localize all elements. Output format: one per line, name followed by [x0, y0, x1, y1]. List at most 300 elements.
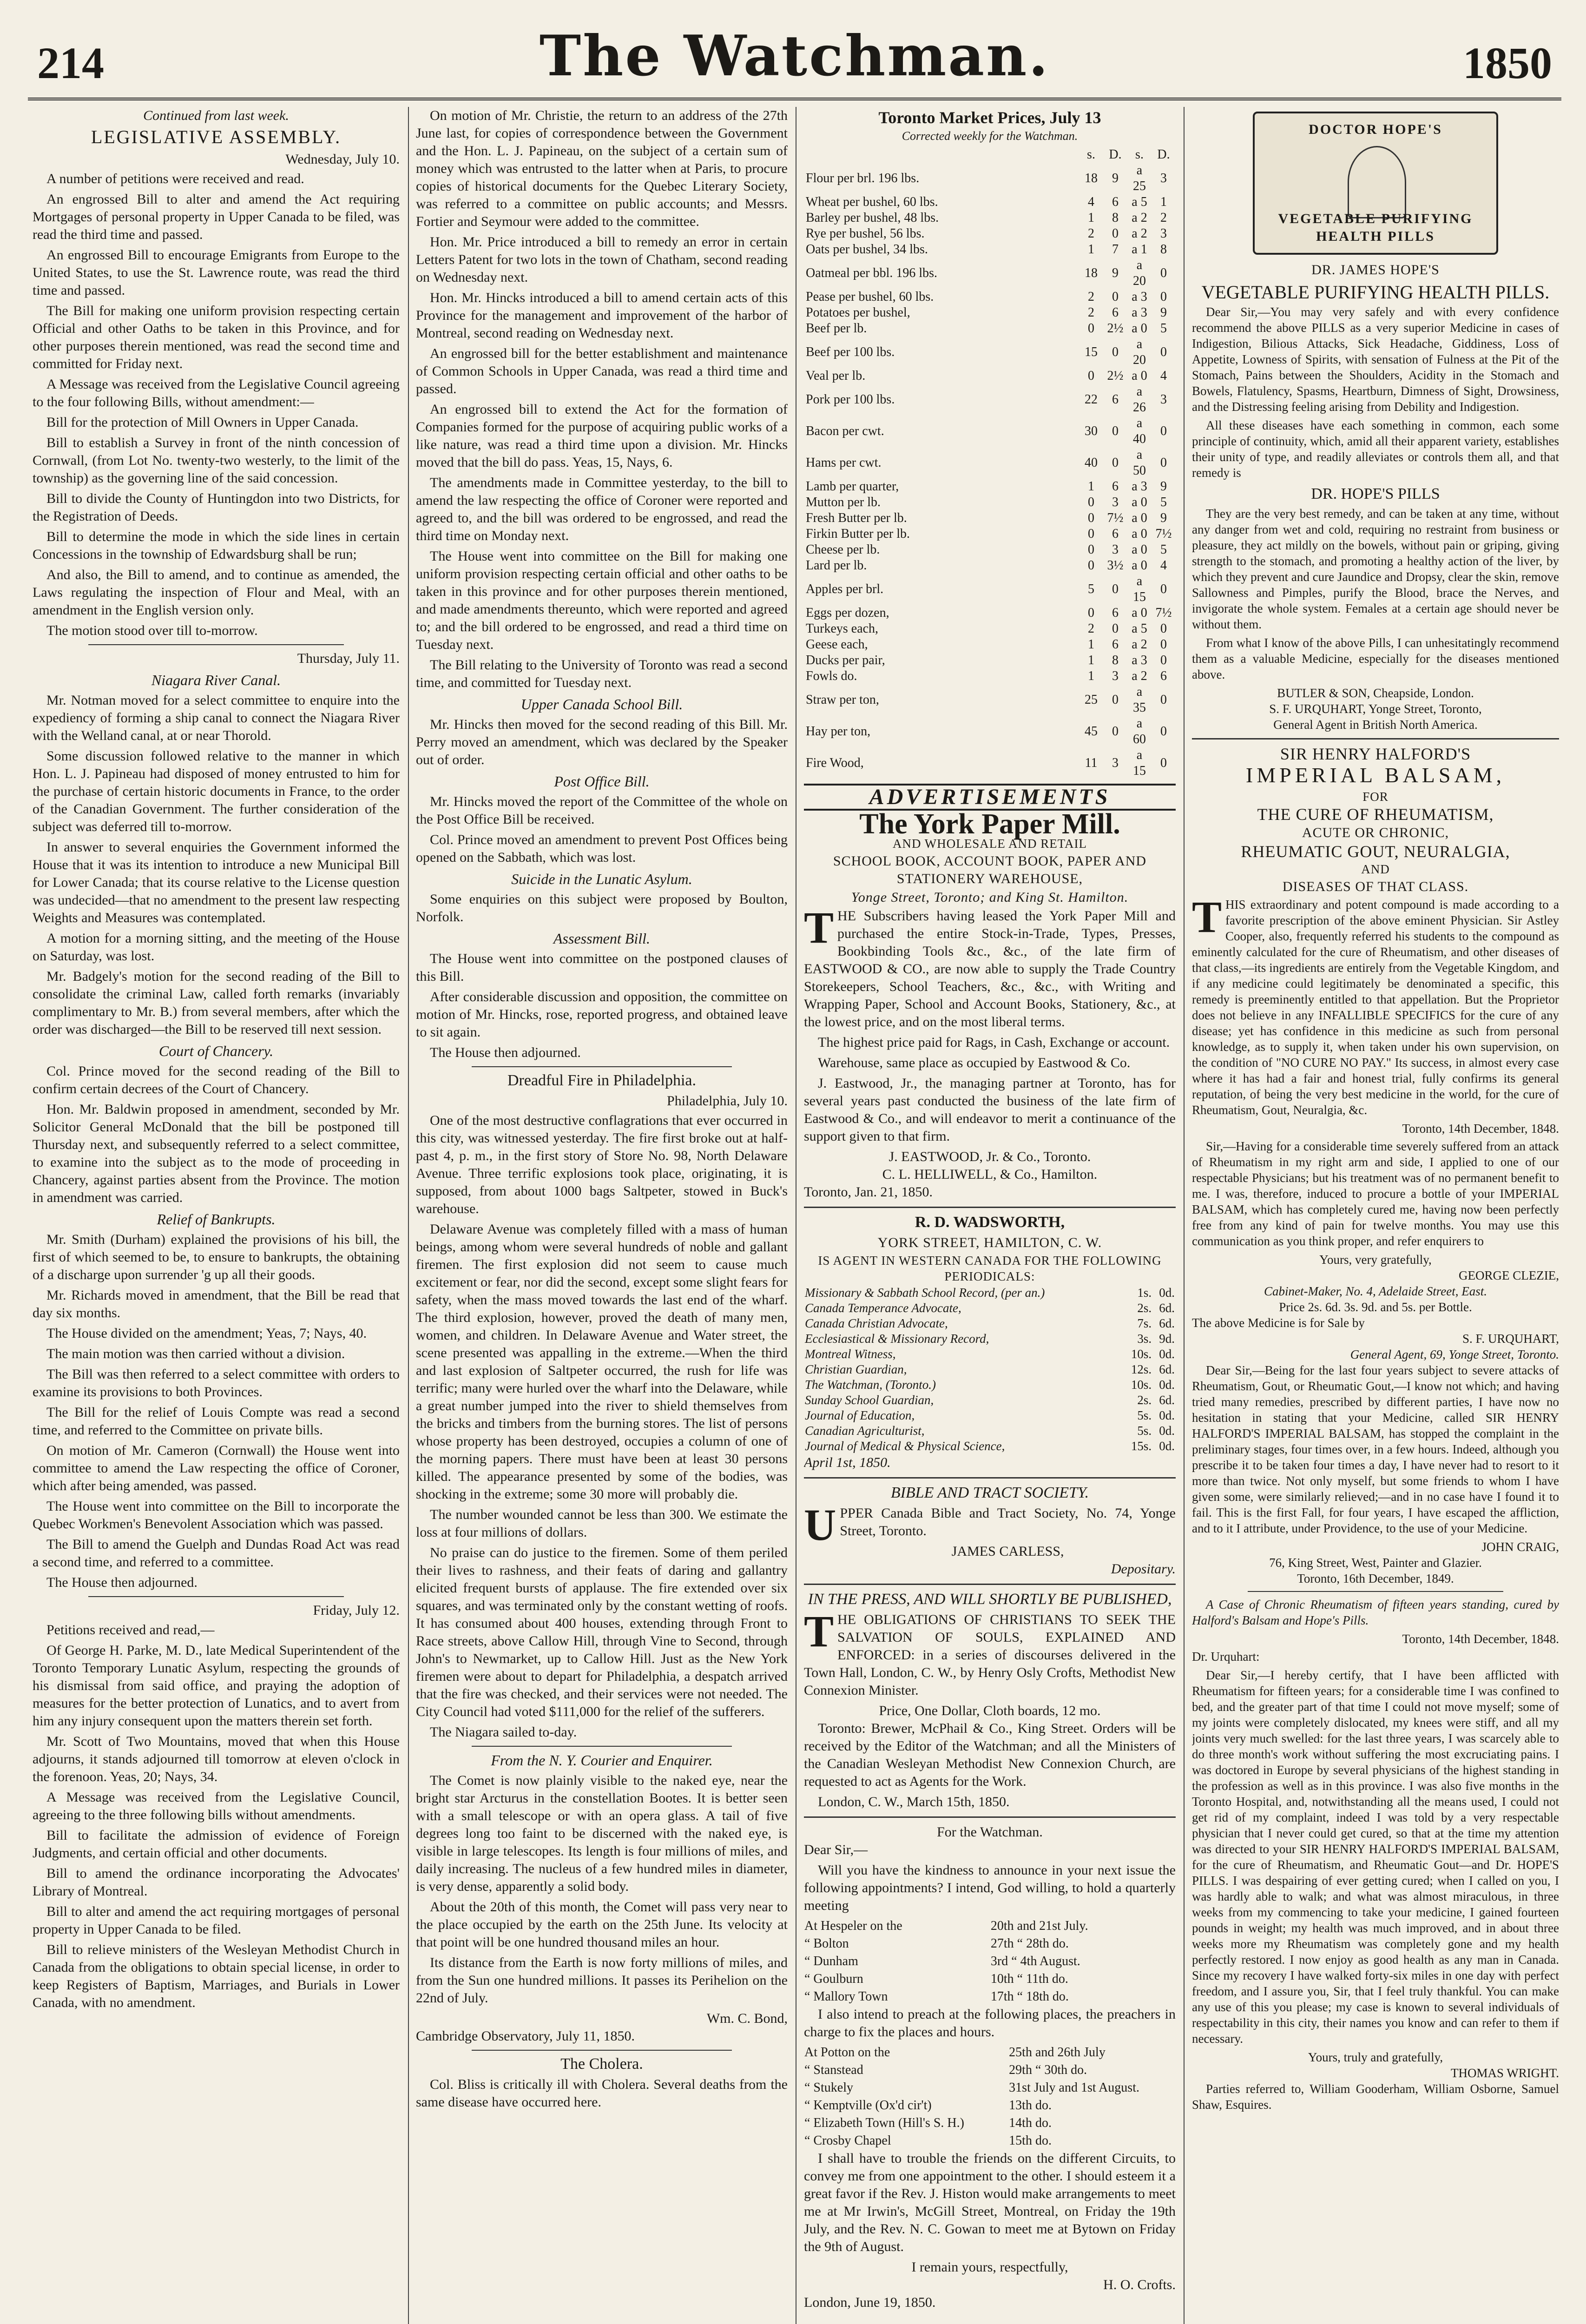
price-value: 22: [1085, 392, 1098, 407]
fire-dateline: Philadelphia, July 10.: [667, 1093, 788, 1109]
market-row: [804, 668, 1176, 684]
wright-yours: Yours, truly and gratefully,: [1308, 2050, 1443, 2064]
section-rule: [472, 2050, 732, 2051]
appointment-date: 25th and 26th July: [1009, 2045, 1106, 2060]
price-value: 2: [1088, 290, 1094, 304]
market-row: [804, 637, 1176, 653]
hope-agent2: General Agent in British North America.: [1273, 718, 1478, 732]
paragraph: Bill to determine the mode in which the side lines in certain Concessions in the township of Edwardsburg shall be run;: [33, 529, 400, 562]
wright-sign: THOMAS WRIGHT.: [1451, 2066, 1559, 2080]
press-body: HE OBLIGATIONS OF CHRISTIANS TO SEEK THE SALVATION OF SOULS, EXPLAINED AND ENFORCED: in a series of discourses delivered in the Town Hall, London, C. W., by Henry Osly Crofts, Methodist New Connexion Minister.: [804, 1612, 1176, 1698]
periodical-price: 0d.: [1159, 1408, 1175, 1422]
periodical-name: Journal of Education,: [805, 1408, 915, 1422]
market-row: [804, 716, 1176, 747]
commodity-name: Lard per lb.: [806, 558, 867, 573]
paragraph: After considerable discussion and opposition, the committee on motion of Mr. Hincks, rose, reported progress, and obtained leave to sit again.: [416, 989, 788, 1040]
appointment-row: [804, 2132, 1176, 2150]
paragraph: The Bill for making one uniform provision respecting certain Official and other Oaths to be taken in this Province, and for other purposes therein mentioned, was read the second time and committed for Friday next.: [33, 303, 400, 371]
price-value: 8: [1112, 211, 1119, 225]
market-row: [804, 368, 1176, 384]
appointment-place: “ Stanstead: [804, 2063, 863, 2077]
periodical-name: Christian Guardian,: [805, 1362, 907, 1376]
price-value: 18: [1085, 266, 1098, 280]
thu-paras: [33, 692, 400, 1038]
market-row: [804, 574, 1176, 605]
market-rows: [804, 163, 1176, 779]
commodity-name: Oats per bushel, 34 lbs.: [806, 242, 928, 257]
appointment-place: At Hespeler on the: [804, 1919, 902, 1933]
paragraph: An engrossed Bill to encourage Emigrants from Europe to the United States, to use the St. Lawrence route, was read the third time and passed.: [33, 247, 400, 298]
column-divider: [408, 107, 409, 2324]
commodity-name: Barley per bushel, 48 lbs.: [806, 211, 939, 225]
price-value: a 20: [1133, 258, 1146, 288]
price-value: 15: [1085, 345, 1098, 359]
newspaper-page: [28, 19, 1561, 2324]
price-value: 1: [1088, 242, 1094, 257]
paragraph: The Bill relating to the University of Toronto was read a second time, and committed for Tuesday next.: [416, 657, 788, 690]
appointment-place: “ Goulburn: [804, 1972, 863, 1986]
halford-acute: ACUTE OR CHRONIC,: [1302, 825, 1449, 840]
wadsworth-sub2: IS AGENT IN WESTERN CANADA FOR THE FOLLOWING PERIODICALS:: [818, 1254, 1162, 1283]
appointment-place: “ Crosby Chapel: [804, 2133, 891, 2148]
periodical-row: [804, 1439, 1176, 1454]
market-row: [804, 289, 1176, 305]
commodity-name: Hams per cwt.: [806, 456, 882, 470]
periodical-price: 0d.: [1159, 1439, 1175, 1453]
paragraph: Mr. Smith (Durham) explained the provisions of his bill, the first of which seemed to be, to ensure to bankrupts, the obtaining of a discharge upon surrender 'g up all their goods.: [33, 1232, 400, 1282]
price-value: 2: [1088, 305, 1094, 320]
paragraph: On motion of Mr. Cameron (Cornwall) the House went into committee to amend the Law respecting the office of Coroner, which after being amended, was passed.: [33, 1443, 400, 1493]
price-value: 4: [1160, 369, 1167, 383]
appointment-row: [804, 1970, 1176, 1988]
price-value: 0: [1088, 542, 1094, 557]
fri-date: Friday, July 12.: [313, 1603, 400, 1618]
market-row: [804, 226, 1176, 242]
wright-ref: Parties referred to, William Gooderham, William Osborne, Samuel Shaw, Esquires.: [1192, 2082, 1559, 2112]
commodity-name: Bacon per cwt.: [806, 424, 884, 438]
suicide-paras: [416, 891, 788, 926]
newspaper-title: The Watchman.: [539, 23, 1050, 89]
paragraph: In answer to several enquiries the Government informed the House that it was its intention to introduce a new Municipal Bill for Lower Canada; that its course relative to the License question was undecided—that no amendment to the present law respecting Weights and Measures was contemplated.: [33, 839, 400, 925]
hope-butler: BUTLER & SON, Cheapside, London.: [1277, 686, 1474, 700]
periodical-price: 15s.: [1131, 1439, 1152, 1453]
section-rule: [1248, 1591, 1503, 1592]
periodical-row: [804, 1331, 1176, 1347]
appointment-row: [804, 2097, 1176, 2114]
price-value: 3: [1112, 669, 1119, 683]
market-subtitle: Corrected weekly for the Watchman.: [902, 129, 1078, 143]
periodical-price: 5s.: [1137, 1408, 1152, 1422]
clezie-yours: Yours, very gratefully,: [1319, 1253, 1432, 1267]
paragraph: An engrossed Bill to alter and amend the Act requiring Mortgages of personal property in Upper Canada to be filed, was read the third time and passed.: [33, 191, 400, 242]
market-row: [804, 479, 1176, 495]
price-value: a 0: [1132, 369, 1147, 383]
cholera-heading: The Cholera.: [560, 2055, 643, 2073]
wed-paras: [33, 170, 400, 640]
appointment-place: At Potton on the: [804, 2045, 890, 2060]
price-value: a 20: [1133, 337, 1146, 367]
commodity-name: Cheese per lb.: [806, 542, 880, 557]
periodicals-list: [804, 1285, 1176, 1454]
commodity-name: Apples per brl.: [806, 582, 884, 596]
market-row: [804, 653, 1176, 668]
price-value: 0: [1160, 621, 1167, 636]
periodical-price: 6d.: [1159, 1316, 1175, 1330]
price-value: 0: [1160, 724, 1167, 739]
price-value: 6: [1112, 305, 1119, 320]
issue-year: 1850: [1463, 38, 1552, 88]
price-value: 5: [1160, 321, 1167, 336]
york-p2: The highest price paid for Rags, in Cash, Exchange or account.: [818, 1035, 1170, 1050]
york-p3: Warehouse, same place as occupied by Eastwood & Co.: [818, 1055, 1131, 1070]
periodical-name: Canada Christian Advocate,: [805, 1316, 948, 1330]
periodical-row: [804, 1393, 1176, 1408]
price-value: 25: [1085, 693, 1098, 707]
appointment-place: “ Kemptville (Ox'd cir't): [804, 2098, 932, 2113]
appointment-date: 29th “ 30th do.: [1009, 2063, 1087, 2077]
paragraph: Dear Sir,—You may very safely and with every confidence recommend the above PILLS as a very superior Medicine in cases of Indigestion, Bilious Attacks, Sick Headache, Giddiness, Loss of Appetite, Lowness of Spirits, with sensation of Fulness at the Pit of the Stomach, Pains between the Shoulders, Acidity in the Stomach and Bowels, Flatulency, Spasms, Heartburn, Dimness of Sight, Drowsiness, and the Distressing feeling arising from Debility and Indigestion.: [1192, 305, 1559, 414]
commodity-name: Straw per ton,: [806, 693, 879, 707]
price-value: 5: [1088, 582, 1094, 596]
price-value: 0: [1112, 582, 1119, 596]
york-sub3: Yonge Street, Toronto; and King St. Hamilton.: [851, 890, 1129, 905]
price-value: 6: [1112, 195, 1119, 209]
paragraph: Some enquiries on this subject were proposed by Boulton, Norfolk.: [416, 891, 788, 924]
periodical-name: Missionary & Sabbath School Record, (per an.): [805, 1286, 1045, 1300]
price-value: a 0: [1132, 606, 1147, 620]
fire-paras: [416, 1112, 788, 1741]
paragraph: Hon. Mr. Hincks introduced a bill to amend certain acts of this Province for the management and improvement of the harbor of Montreal, second reading on Wednesday next.: [416, 290, 788, 341]
periodical-price: 0d.: [1159, 1347, 1175, 1361]
continued-note: Continued from last week.: [143, 108, 289, 123]
price-value: a 5: [1132, 195, 1147, 209]
price-value: 0: [1160, 756, 1167, 770]
halford-name: SIR HENRY HALFORD'S: [1280, 745, 1471, 763]
paragraph: Mr. Badgely's motion for the second reading of the Bill to consolidate the criminal Law, called forth remarks (invariably complimentary to Mr. B.) from several members, after which the order was discharged—the Bill to be reserved till next session.: [33, 969, 400, 1037]
price-value: 30: [1085, 424, 1098, 438]
price-value: 3½: [1107, 558, 1124, 573]
commodity-name: Fire Wood,: [806, 756, 864, 770]
paragraph: Bill to establish a Survey in front of the ninth concession of Cornwall, (from Lot No. twenty-two westerly, to the limit of the township) as the governing line of the said concession.: [33, 435, 400, 486]
commodity-name: Turkeys each,: [806, 621, 879, 636]
price-value: a 0: [1132, 558, 1147, 573]
price-value: 3: [1112, 756, 1119, 770]
paragraph: Bill to divide the County of Huntingdon into two Districts, for the Registration of Deeds.: [33, 491, 400, 524]
price-value: 3: [1112, 495, 1119, 509]
price-value: 0: [1112, 456, 1119, 470]
market-row: [804, 384, 1176, 416]
comet-paras: [416, 1772, 788, 2007]
ad-rule: [804, 1816, 1176, 1818]
price-value: 2½: [1107, 321, 1124, 336]
price-value: 0: [1112, 290, 1119, 304]
price-value: 7: [1112, 242, 1119, 257]
appointment-row: [804, 2061, 1176, 2079]
price-value: 45: [1085, 724, 1098, 739]
urquhart-sign: S. F. URQUHART,: [1462, 1332, 1559, 1346]
periodical-price: 2s.: [1137, 1393, 1152, 1407]
paragraph: An engrossed bill to extend the Act for the formation of Companies formed for the purpose of acquiring public works of a like nature, was read a third time upon a division. Mr. Hincks moved that the bill do pass. Yeas, 15, Nays, 6.: [416, 402, 788, 470]
price-value: a 5: [1132, 621, 1147, 636]
halford-title: IMPERIAL BALSAM,: [1245, 763, 1506, 787]
price-value: a 2: [1132, 211, 1147, 225]
paragraph: An engrossed bill for the better establishment and maintenance of Common Schools in Upper Canada, was read a third time and passed.: [416, 346, 788, 396]
price-value: 3: [1160, 171, 1167, 185]
price-value: 7½: [1155, 527, 1172, 541]
wright-to: Dr. Urquhart:: [1192, 1650, 1260, 1664]
market-row: [804, 605, 1176, 621]
preaching-places: [804, 2044, 1176, 2150]
price-value: 8: [1112, 653, 1119, 667]
ad-rule: [804, 1584, 1176, 1585]
paragraph: Mr. Hincks moved the report of the Committee of the whole on the Post Office Bill be received.: [416, 794, 788, 827]
ad-rule: [1192, 738, 1559, 739]
clezie-addr: Cabinet-Maker, No. 4, Adelaide Street, East.: [1264, 1284, 1487, 1298]
paragraph: Bill to alter and amend the act requiring mortgages of personal property in Upper Canada to be filed.: [33, 1904, 400, 1937]
paragraph: They are the very best remedy, and can be taken at any time, without any danger from wet and cold, requiring no restraint from business or pleasure, they act mildly on the bowels, without pain or griping, giving strength to the stomach, and promoting a healthy action of the liver, by which they prevent and cure Jaundice and Dropsy, clear the skin, remove Sallowness and Pimples, purify the Blood, brace the Nerves, and invigorate the whole system. Females at a certain age should never be without them.: [1192, 507, 1559, 631]
letter-salutation: Dear Sir,—: [804, 1842, 868, 1857]
paragraph: The motion stood over till to-morrow.: [46, 623, 258, 638]
column-legislative: [33, 107, 400, 2324]
commodity-name: Fowls do.: [806, 669, 857, 683]
price-value: 0: [1088, 321, 1094, 336]
paragraph: The House then adjourned.: [430, 1045, 581, 1060]
hope-name: DR. JAMES HOPE'S: [1311, 262, 1440, 277]
appointment-place: “ Stukely: [804, 2080, 853, 2095]
masthead: [28, 19, 1561, 100]
market-units-row: [804, 147, 1176, 163]
appointment-date: 15th do.: [1009, 2133, 1052, 2148]
commodity-name: Flour per brl. 196 lbs.: [806, 171, 920, 185]
suicide-heading: Suicide in the Lunatic Asylum.: [511, 871, 692, 887]
price-value: 1: [1088, 637, 1094, 652]
unit-label: D.: [1109, 147, 1122, 162]
price-value: 1: [1088, 669, 1094, 683]
letter-head: For the Watchman.: [937, 1824, 1043, 1840]
periodical-price: 6d.: [1159, 1301, 1175, 1315]
appointment-place: “ Elizabeth Town (Hill's S. H.): [804, 2116, 964, 2130]
paragraph: About the 20th of this month, the Comet will pass very near to the place occupied by the earth on the 25th June. Its velocity at that point will be one hundred thousand miles an hour.: [416, 1899, 788, 1950]
market-row: [804, 337, 1176, 368]
paragraph: The Niagara sailed to-day.: [430, 1724, 577, 1740]
paragraph: The House divided on the amendment; Yeas, 7; Nays, 40.: [46, 1326, 367, 1341]
commodity-name: Firkin Butter per lb.: [806, 527, 910, 541]
periodical-price: 10s.: [1131, 1347, 1152, 1361]
urquhart-addr: General Agent, 69, Yonge Street, Toronto.: [1350, 1347, 1559, 1361]
appointment-row: [804, 1988, 1176, 2006]
york-sig1: J. EASTWOOD, Jr. & Co., Toronto.: [888, 1149, 1091, 1164]
wadsworth-title: R. D. WADSWORTH,: [915, 1214, 1065, 1231]
halford-body: HIS extraordinary and potent compound is made according to a favorite prescription of the above eminent Physician. Sir Astley Cooper, also, frequently referred his students to the compound as eminently calculated for the cure of Rheumatism, and other diseases of that class,—its ingredients are entirely from the Vegetable Kingdom, and if any medicine could legitimately be denominated a specific, this remedy is preeminently entitled to that appellation. But the Proprietor does not believe in any INFALLIBLE SPECIFICS for the cure of any disease; yet has confidence in this medicine as such from personal knowledge, as to supply it, when taken under his own supervision, on the condition of "NO CURE NO PAY." Its success, in almost every case where it has had a fair and honest trial, fully confirms its general reputation, of being the very best medicine in the world, for the cure of Rheumatism, Gout, Neuralgia, &c.: [1192, 898, 1559, 1117]
paragraph: One of the most destructive conflagrations that ever occurred in this city, was witnessed yesterday. The fire first broke out at half-past 4, p. m., in the first story of Store No. 98, North Delaware Avenue. Three terrific explosions took place, originating, it is supposed, from about 1000 bags Saltpeter, stowed in Buck's warehouse.: [416, 1113, 788, 1216]
appointment-date: 3rd “ 4th August.: [990, 1954, 1080, 1968]
price-value: a 40: [1133, 416, 1146, 446]
assessment-paras: [416, 950, 788, 1062]
appointment-date: 20th and 21st July.: [990, 1919, 1088, 1933]
price-value: a 3: [1132, 653, 1147, 667]
price-value: a 0: [1132, 527, 1147, 541]
price-value: 0: [1112, 226, 1119, 241]
appointment-date: 10th “ 11th do.: [990, 1972, 1068, 1986]
price-value: a 26: [1133, 384, 1146, 415]
periodical-price: 10s.: [1131, 1378, 1152, 1392]
commodity-name: Beef per 100 lbs.: [806, 345, 895, 359]
halford-cure: THE CURE OF RHEUMATISM,: [1257, 805, 1494, 824]
paragraph: Bill to relieve ministers of the Wesleyan Methodist Church in Canada from the obligations to obtain special license, in order to keep Registers of Baptism, Marriages, and Burials in Lower Canada, with no amendment.: [33, 1942, 400, 2010]
paragraph: Mr. Richards moved in amendment, that the Bill be read that day six months.: [33, 1287, 400, 1320]
price-value: 2½: [1107, 369, 1124, 383]
periodical-row: [804, 1377, 1176, 1393]
price-value: 6: [1112, 606, 1119, 620]
paragraph: A number of petitions were received and read.: [46, 171, 304, 186]
section-rule: [472, 1066, 732, 1067]
periodical-price: 0d.: [1159, 1424, 1175, 1438]
column-proceedings: [416, 107, 788, 2324]
hope-paras: [1192, 304, 1559, 481]
market-row: [804, 194, 1176, 210]
section-rule: [88, 1596, 344, 1597]
price-value: a 3: [1132, 305, 1147, 320]
paragraph: Hon. Mr. Price introduced a bill to remedy an error in certain Letters Patent for two lots in the town of Chatham, second reading on Wednesday next.: [416, 234, 788, 285]
price-value: a 2: [1132, 669, 1147, 683]
price-value: 9: [1160, 479, 1167, 494]
market-row: [804, 495, 1176, 510]
hope-title: VEGETABLE PURIFYING HEALTH PILLS.: [1201, 282, 1550, 303]
periodical-price: 6d.: [1159, 1362, 1175, 1376]
price-value: 0: [1088, 558, 1094, 573]
commodity-name: Pease per bushel, 60 lbs.: [806, 290, 934, 304]
price-value: 4: [1088, 195, 1094, 209]
paragraph: A motion for a morning sitting, and the meeting of the House on Saturday, was lost.: [33, 931, 400, 964]
appointment-row: [804, 2114, 1176, 2132]
price-value: a 15: [1133, 748, 1146, 778]
price-value: 7½: [1155, 606, 1172, 620]
letter-closing: I remain yours, respectfully,: [911, 2259, 1068, 2275]
craig-addr: 76, King Street, West, Painter and Glazier.: [1269, 1556, 1482, 1570]
market-title: Toronto Market Prices, July 13: [878, 108, 1101, 127]
craig-sign: JOHN CRAIG,: [1481, 1540, 1559, 1554]
price-value: 0: [1088, 495, 1094, 509]
market-row: [804, 542, 1176, 558]
appointment-row: [804, 2044, 1176, 2061]
commodity-name: Rye per bushel, 56 lbs.: [806, 226, 925, 241]
york-title: The York Paper Mill.: [859, 808, 1120, 840]
page-number: 214: [37, 38, 104, 88]
paragraph: The Bill for the relief of Louis Compte was read a second time, and referred to the Committee on private bills.: [33, 1405, 400, 1438]
paragraph: The Comet is now plainly visible to the naked eye, near the bright star Arcturus in the constellation Bootes. It is better seen with a small telescope or with an opera glass. A tail of five degrees long too faint to be discerned with the naked eye, is visible in large telescopes. Its length is four millions of miles, and daily increasing. The nucleus of a few hundred miles in diameter, is very dense, apparently a solid body.: [416, 1773, 788, 1894]
price-line: Price 2s. 6d. 3s. 9d. and 5s. per Bottle.: [1279, 1300, 1472, 1314]
appointment-date: 14th do.: [1009, 2116, 1052, 2130]
chancery-paras: [33, 1063, 400, 1207]
legislative-heading: LEGISLATIVE ASSEMBLY.: [91, 126, 342, 147]
fire-heading: Dreadful Fire in Philadelphia.: [507, 1072, 696, 1089]
price-value: 0: [1088, 527, 1094, 541]
commodity-name: Eggs per dozen,: [806, 606, 889, 620]
price-value: 9: [1112, 266, 1119, 280]
market-row: [804, 621, 1176, 637]
price-value: 2: [1088, 226, 1094, 241]
price-value: a 0: [1132, 495, 1147, 509]
paragraph: A Message was received from the Legislative Council agreeing to the four following Bills, without amendment:—: [33, 376, 400, 409]
periodical-price: 0d.: [1159, 1286, 1175, 1300]
price-value: 9: [1160, 305, 1167, 320]
assessment-heading: Assessment Bill.: [553, 930, 650, 947]
emblem-figure-icon: [1348, 146, 1406, 218]
price-value: a 3: [1132, 290, 1147, 304]
column-medicine-ads: [1192, 107, 1559, 2324]
price-value: 40: [1085, 456, 1098, 470]
halford-for: FOR: [1362, 790, 1389, 804]
bankrupts-heading: Relief of Bankrupts.: [157, 1211, 276, 1228]
commodity-name: Mutton per lb.: [806, 495, 881, 509]
paragraph: Col. Bliss is critically ill with Cholera. Several deaths from the same disease have occurred here.: [416, 2077, 788, 2110]
halford-toronto1: Toronto, 14th December, 1848.: [1402, 1122, 1559, 1136]
post-heading: Post Office Bill.: [554, 773, 650, 790]
paragraph: Bill for the protection of Mill Owners in Upper Canada.: [46, 415, 359, 430]
price-value: 18: [1085, 171, 1098, 185]
market-row: [804, 526, 1176, 542]
price-value: 0: [1112, 621, 1119, 636]
col2-top-paras: [416, 107, 788, 692]
price-value: 0: [1160, 345, 1167, 359]
york-sub1: AND WHOLESALE AND RETAIL: [892, 837, 1087, 851]
price-value: a 0: [1132, 542, 1147, 557]
paragraph: Some discussion followed relative to the manner in which Hon. L. J. Papineau had disposed of money entrusted to him for the purchase of certain historic documents in France, to the order of the Canadian Government. The further consideration of the subject was deferred till to-morrow.: [33, 748, 400, 834]
press-agents: Toronto: Brewer, McPhail & Co., King Street. Orders will be received by the Editor of the Watchman; and all the Ministers of the Canadian Wesleyan Methodist New Connexion Church, are requested to act as Agents for the Work.: [804, 1721, 1176, 1789]
market-row: [804, 510, 1176, 526]
halford-and: AND: [1361, 862, 1390, 876]
price-value: a 60: [1133, 716, 1146, 746]
market-row: [804, 257, 1176, 289]
appointment-row: [804, 1917, 1176, 1935]
periodical-name: Canada Temperance Advocate,: [805, 1301, 961, 1315]
bible-role: Depositary.: [1111, 1561, 1176, 1577]
appointment-date: 13th do.: [1009, 2098, 1052, 2113]
commodity-name: Beef per lb.: [806, 321, 867, 336]
letter-p3: I shall have to trouble the friends on the different Circuits, to convey me from one appointment to the other. I should esteem it a great favor if the Rev. J. Histon would make arrangements to meet me at Mr Irwin's, McGill Street, Montreal, on Friday the 19th July, and the Rev. N. C. Gowan to meet me at Bytown on Friday the 9th of August.: [804, 2151, 1176, 2254]
paragraph: Col. Prince moved for the second reading of the Bill to confirm certain decrees of the Court of Chancery.: [33, 1063, 400, 1096]
comet-source: From the N. Y. Courier and Enquirer.: [491, 1752, 713, 1769]
paragraph: The number wounded cannot be less than 300. We estimate the loss at four millions of dollars.: [416, 1507, 788, 1540]
periodical-name: Canadian Agriculturist,: [805, 1424, 925, 1438]
price-value: 6: [1112, 392, 1119, 407]
periodical-price: 9d.: [1159, 1332, 1175, 1346]
price-value: 11: [1085, 756, 1098, 770]
emblem-bottom-text: VEGETABLE PURIFYING HEALTH PILLS: [1278, 211, 1473, 244]
price-value: 8: [1160, 242, 1167, 257]
paragraph: Col. Prince moved an amendment to prevent Post Offices being opened on the Sabbath, which was lost.: [416, 832, 788, 865]
price-value: 5: [1160, 542, 1167, 557]
letter-p1: Will you have the kindness to announce in your next issue the following appointments? I intend, God willing, to hold a quarterly meeting: [804, 1862, 1176, 1913]
case-toronto: Toronto, 14th December, 1848.: [1402, 1632, 1559, 1646]
price-value: a 15: [1133, 574, 1146, 604]
york-sub2: SCHOOL BOOK, ACCOUNT BOOK, PAPER AND STATIONERY WAREHOUSE,: [833, 853, 1147, 886]
market-row: [804, 684, 1176, 716]
appointment-date: 27th “ 28th do.: [990, 1936, 1069, 1951]
paragraph: Its distance from the Earth is now forty millions of miles, and from the Sun one hundred millions. It passes its Perihelion on the 22nd of July.: [416, 1955, 788, 2006]
paragraph: Of George H. Parke, M. D., late Medical Superintendent of the Toronto Temporary Lunatic Asylum, respecting the grounds of his dismissal from said office, and praying the adoption of measures for the better protection of Lunatics, and to avert from him any injury consequent upon the matters therein set forth.: [33, 1643, 400, 1729]
periodical-price: 1s.: [1137, 1286, 1152, 1300]
price-value: 2: [1088, 621, 1094, 636]
wadsworth-date: April 1st, 1850.: [804, 1455, 891, 1470]
quarterly-meetings: [804, 1917, 1176, 2006]
paragraph: Petitions received and read,—: [46, 1622, 215, 1637]
bible-body: PPER Canada Bible and Tract Society, No. 74, Yonge Street, Toronto.: [840, 1505, 1176, 1538]
price-value: a 50: [1133, 448, 1146, 478]
unit-label: s.: [1135, 147, 1144, 162]
price-value: a 0: [1132, 511, 1147, 525]
market-row: [804, 305, 1176, 321]
